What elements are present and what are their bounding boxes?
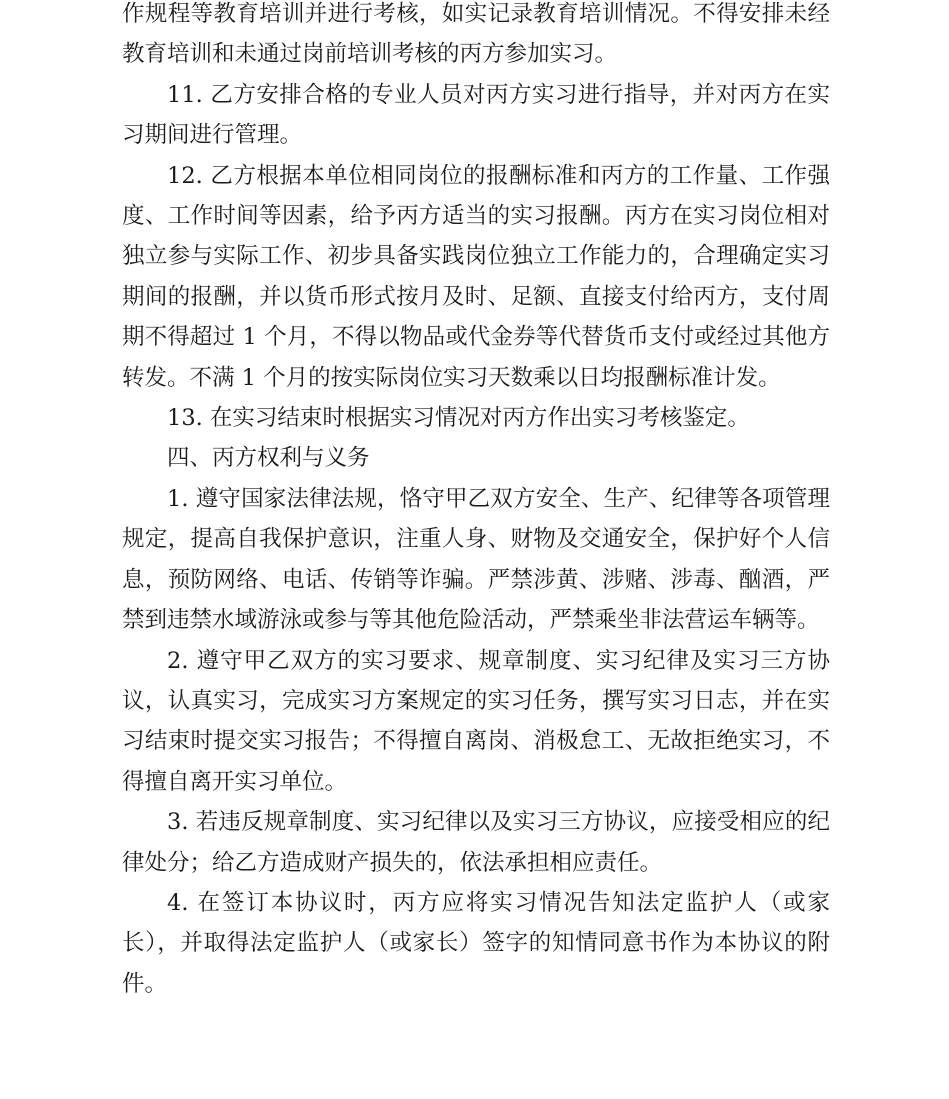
paragraph-party-c-item-1: 1. 遵守国家法律法规，恪守甲乙双方安全、生产、纪律等各项管理规定，提高自我保护意识，注重人身、财物及交通安全，保护好个人信息，预防网络、电话、传销等诈骗。严禁涉黄、涉赌、涉毒、酗酒，严禁到违禁水域游泳或参与等其他危险活动，严禁乘坐非法营运车辆等。	[122, 485, 830, 634]
paragraph-item-12: 12. 乙方根据本单位相同岗位的报酬标准和丙方的工作量、工作强度、工作时间等因素，给予丙方适当的实习报酬。丙方在实习岗位相对独立参与实际工作、初步具备实践岗位独立工作能力的，合理确定实习期间的报酬，并以货币形式按月及时、足额、直接支付给丙方，支付周期不得超过 1 个月，不得以物品或代金券等代替货币支付或经过其他方转发。不满 1 个月的按实际岗位实习天数乘以日均报酬标准计发。	[122, 162, 830, 391]
paragraph-training-continued: 作规程等教育培训并进行考核，如实记录教育培训情况。不得安排未经教育培训和未通过岗前培训考核的丙方参加实习。	[122, 1, 830, 68]
paragraph-item-11: 11. 乙方安排合格的专业人员对丙方实习进行指导，并对丙方在实习期间进行管理。	[122, 81, 830, 149]
section-heading-party-c: 四、丙方权利与义务	[167, 445, 370, 472]
paragraph-party-c-item-4: 4. 在签订本协议时，丙方应将实习情况告知法定监护人（或家长），并取得法定监护人（或家长）签字的知情同意书作为本协议的附件。	[122, 889, 830, 997]
paragraph-item-13: 13. 在实习结束时根据实习情况对丙方作出实习考核鉴定。	[167, 405, 750, 432]
paragraph-party-c-item-3: 3. 若违反规章制度、实习纪律以及实习三方协议，应接受相应的纪律处分；给乙方造成财产损失的，依法承担相应责任。	[122, 809, 830, 876]
paragraph-party-c-item-2: 2. 遵守甲乙双方的实习要求、规章制度、实习纪律及实习三方协议，认真实习，完成实习方案规定的实习任务，撰写实习日志，并在实习结束时提交实习报告；不得擅自离岗、消极怠工、无故拒绝实习，不得擅自离开实习单位。	[122, 647, 830, 795]
document-body	[122, 0, 830, 1004]
